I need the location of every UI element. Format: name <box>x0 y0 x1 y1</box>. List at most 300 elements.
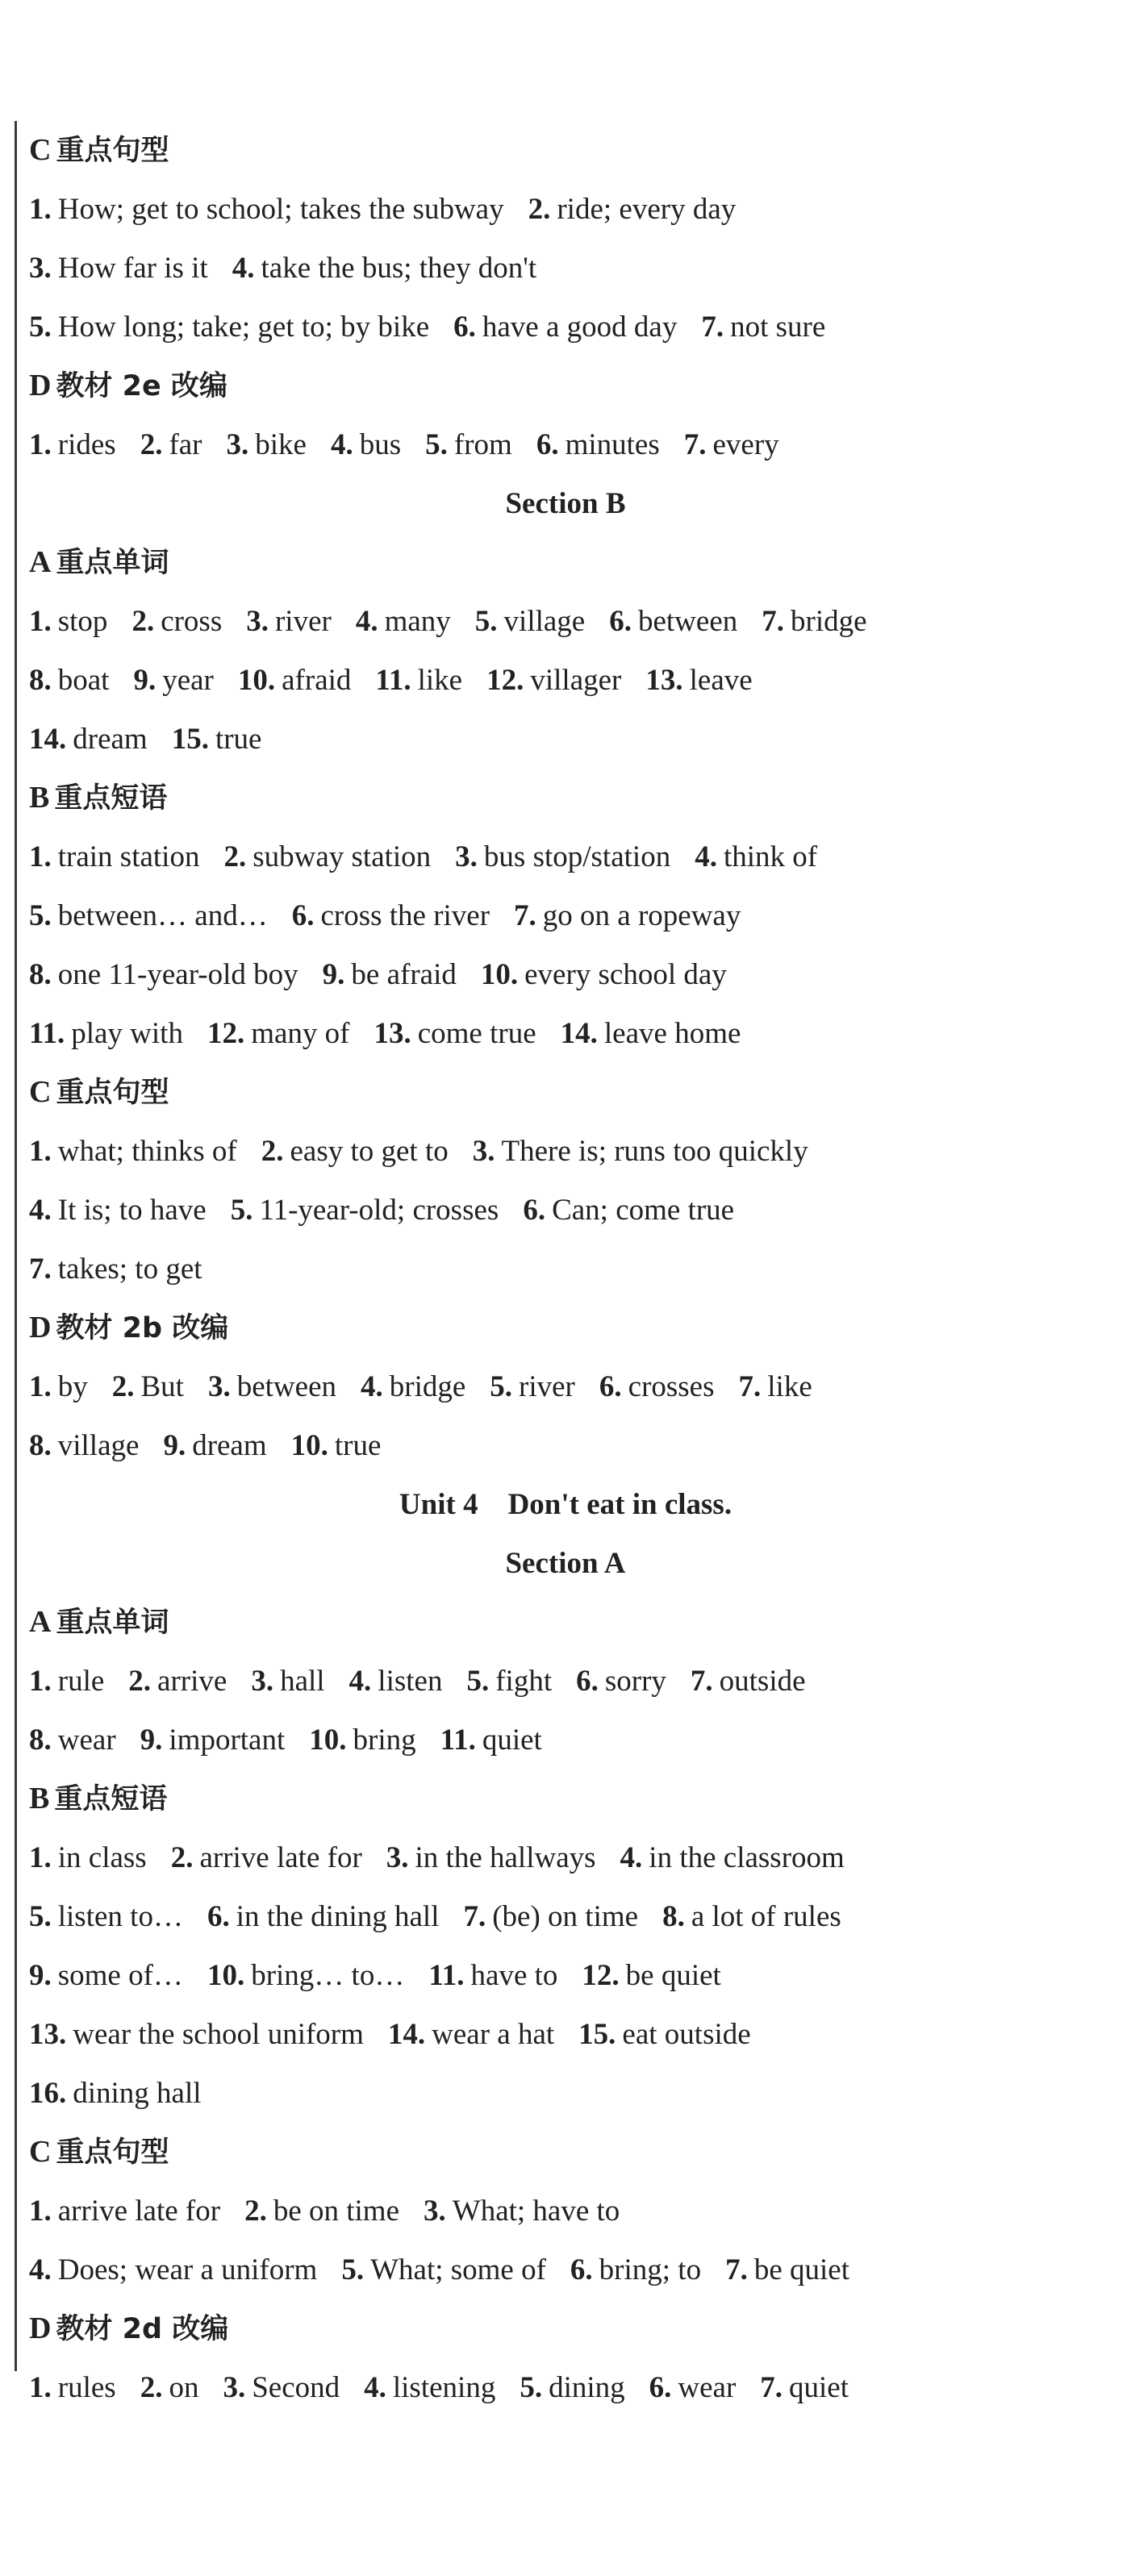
item-answer: cross the river <box>320 899 490 932</box>
item-answer: It is; to have <box>57 1194 207 1227</box>
answer-item <box>223 840 431 873</box>
item-number: 10. <box>480 958 519 991</box>
item-number: 9. <box>140 1724 163 1757</box>
item-answer: How long; take; get to; by bike <box>57 311 430 344</box>
answer-item <box>163 1429 266 1462</box>
item-number: 11. <box>428 1959 465 1992</box>
answer-item <box>578 2018 751 2051</box>
item-answer: be quiet <box>625 1959 721 1992</box>
item-answer: on <box>169 2371 199 2404</box>
section-heading <box>29 533 1102 592</box>
item-answer: There is; runs too quickly <box>501 1135 808 1168</box>
left-margin-rule <box>15 121 17 2371</box>
answer-line <box>29 710 1102 769</box>
item-answer: dream <box>73 723 148 756</box>
section-letter: D <box>29 2311 52 2345</box>
answer-line <box>29 1004 1102 1063</box>
item-answer: come true <box>417 1017 536 1050</box>
answer-item <box>455 840 670 873</box>
item-answer: boat <box>57 664 110 697</box>
answer-item <box>112 1370 184 1403</box>
item-answer: leave home <box>603 1017 741 1050</box>
answer-item <box>29 899 268 932</box>
answer-item <box>29 1900 183 1933</box>
item-answer: afraid <box>282 664 352 697</box>
item-answer: quiet <box>789 2371 849 2404</box>
item-answer: rule <box>57 1665 105 1698</box>
answer-line <box>29 827 1102 886</box>
item-answer: crosses <box>628 1370 715 1403</box>
answer-item <box>684 428 779 461</box>
item-answer: arrive late for <box>199 1841 362 1874</box>
section-heading <box>29 1063 1102 1122</box>
section-letter: A <box>29 545 52 579</box>
item-number: 10. <box>207 1959 245 1992</box>
answer-item <box>762 605 866 638</box>
answer-item <box>582 1959 720 1992</box>
section-letter: D <box>29 369 52 402</box>
item-answer: arrive <box>157 1665 227 1698</box>
item-number: 1. <box>29 1841 52 1874</box>
answer-item <box>356 605 451 638</box>
answer-item <box>466 1665 552 1698</box>
answer-line <box>29 298 1102 356</box>
item-number: 13. <box>374 1017 411 1050</box>
answer-item <box>691 1665 806 1698</box>
section-letter: D <box>29 1311 52 1344</box>
answer-item <box>244 2195 399 2228</box>
section-title: 重点句型 <box>56 1077 169 1109</box>
item-answer: takes; to get <box>57 1253 202 1286</box>
section-heading <box>29 356 1102 415</box>
section-heading <box>29 121 1102 180</box>
answer-item <box>140 2371 199 2404</box>
item-answer: fight <box>495 1665 553 1698</box>
item-answer: be on time <box>273 2195 400 2228</box>
answer-line <box>29 180 1102 239</box>
item-number: 8. <box>29 958 52 991</box>
answer-item <box>490 1370 575 1403</box>
item-number: 13. <box>645 664 683 697</box>
answer-item <box>695 840 817 873</box>
item-number: 7. <box>683 428 707 461</box>
answer-line <box>29 415 1102 474</box>
item-answer: go on a ropeway <box>542 899 741 932</box>
item-answer: eat outside <box>622 2018 751 2051</box>
answer-item <box>375 664 462 697</box>
answer-line <box>29 1946 1102 2005</box>
centered-title: Section A <box>505 1547 626 1580</box>
answer-item <box>140 428 202 461</box>
answer-item <box>207 1959 404 1992</box>
item-number: 2. <box>131 605 155 638</box>
answer-line <box>29 1887 1102 1946</box>
item-number: 3. <box>226 428 249 461</box>
answer-item <box>29 428 116 461</box>
item-number: 9. <box>133 664 157 697</box>
item-answer: cross <box>161 605 223 638</box>
centered-title: Section B <box>505 487 626 520</box>
item-number: 11. <box>29 1017 65 1050</box>
item-number: 6. <box>649 2371 672 2404</box>
item-number: 3. <box>246 605 269 638</box>
section-letter: C <box>29 2135 52 2169</box>
answer-item <box>473 1135 808 1168</box>
item-answer: 11-year-old; crosses <box>259 1194 499 1227</box>
item-answer: bridge <box>389 1370 466 1403</box>
item-answer: river <box>519 1370 575 1403</box>
item-answer: wear the school uniform <box>73 2018 364 2051</box>
answer-item <box>331 428 401 461</box>
item-number: 7. <box>29 1253 52 1286</box>
item-answer: play with <box>71 1017 183 1050</box>
answer-line <box>29 1652 1102 1711</box>
answer-item <box>536 428 660 461</box>
answer-item <box>261 1135 449 1168</box>
answer-item <box>463 1900 638 1933</box>
item-answer: dream <box>192 1429 267 1462</box>
answer-line <box>29 2358 1102 2417</box>
answer-item <box>514 899 741 932</box>
section-title: 重点句型 <box>56 2136 169 2169</box>
item-number: 14. <box>387 2018 426 2051</box>
centered-title: Unit 4 Don't eat in class. <box>399 1488 732 1521</box>
item-number: 9. <box>29 1959 52 1992</box>
answer-item <box>29 252 208 285</box>
item-number: 6. <box>523 1194 546 1227</box>
answer-item <box>131 605 222 638</box>
item-number: 15. <box>171 723 209 756</box>
answer-item <box>739 1370 812 1403</box>
section-heading <box>29 1298 1102 1357</box>
answer-line <box>29 592 1102 651</box>
item-answer: wear <box>678 2371 737 2404</box>
answer-item <box>486 664 621 697</box>
answer-item <box>128 1665 227 1698</box>
item-answer: listen <box>378 1665 443 1698</box>
answer-item <box>481 958 727 991</box>
item-answer: river <box>274 605 332 638</box>
answer-line <box>29 1181 1102 1240</box>
answer-item <box>576 1665 666 1698</box>
answer-item <box>227 428 307 461</box>
answer-item <box>386 1841 596 1874</box>
answer-item <box>453 311 677 344</box>
answer-item <box>172 723 262 756</box>
answer-item <box>523 1194 734 1227</box>
item-number: 2. <box>528 193 551 226</box>
item-answer: between <box>637 605 738 638</box>
item-answer: village <box>57 1429 140 1462</box>
item-number: 3. <box>386 1841 409 1874</box>
answer-item <box>29 1370 88 1403</box>
item-number: 13. <box>29 2018 67 2051</box>
answer-item <box>428 1959 557 1992</box>
item-number: 8. <box>29 664 52 697</box>
answer-item <box>238 664 352 697</box>
item-number: 14. <box>560 1017 598 1050</box>
answer-item <box>29 1959 183 1992</box>
answer-item <box>29 1253 202 1286</box>
item-number: 2. <box>244 2195 267 2228</box>
answer-item <box>232 252 536 285</box>
item-number: 3. <box>207 1370 231 1403</box>
item-answer: true <box>215 723 262 756</box>
item-number: 1. <box>29 1665 52 1698</box>
answer-item <box>561 1017 741 1050</box>
section-heading <box>29 2299 1102 2358</box>
item-answer: bike <box>255 428 307 461</box>
answer-item <box>528 193 737 226</box>
answer-item <box>349 1665 443 1698</box>
answer-item <box>620 1841 845 1874</box>
item-number: 2. <box>111 1370 135 1403</box>
item-number: 2. <box>128 1665 152 1698</box>
item-number: 11. <box>375 664 411 697</box>
item-number: 3. <box>472 1135 495 1168</box>
item-number: 5. <box>474 605 498 638</box>
answer-item <box>649 2371 737 2404</box>
item-answer: bring <box>353 1724 416 1757</box>
item-answer: minutes <box>565 428 660 461</box>
item-number: 7. <box>738 1370 762 1403</box>
item-answer: bus <box>359 428 402 461</box>
answer-item <box>662 1900 841 1933</box>
item-number: 8. <box>29 1724 52 1757</box>
item-number: 6. <box>609 605 632 638</box>
item-number: 15. <box>578 2018 616 2051</box>
answer-item <box>207 1017 350 1050</box>
item-answer: What; some of <box>370 2253 546 2286</box>
item-number: 4. <box>330 428 353 461</box>
item-number: 10. <box>290 1429 328 1462</box>
item-answer: far <box>169 428 202 461</box>
item-answer: bus stop/station <box>483 840 671 873</box>
item-answer: like <box>417 664 463 697</box>
section-letter: C <box>29 133 52 167</box>
item-number: 6. <box>291 899 315 932</box>
item-number: 7. <box>690 1665 713 1698</box>
item-number: 7. <box>463 1900 486 1933</box>
section-title: 教材 2d 改编 <box>56 2313 229 2345</box>
item-number: 7. <box>701 311 724 344</box>
item-answer: take the bus; they don't <box>261 252 537 285</box>
item-answer: between <box>236 1370 336 1403</box>
item-answer: not sure <box>730 311 826 344</box>
answer-item <box>725 2253 849 2286</box>
item-number: 2. <box>140 2371 163 2404</box>
item-number: 4. <box>29 2253 52 2286</box>
answer-item <box>29 2253 317 2286</box>
item-number: 4. <box>620 1841 643 1874</box>
answer-item <box>133 664 213 697</box>
answer-line <box>29 1357 1102 1416</box>
item-number: 12. <box>207 1017 245 1050</box>
answer-item <box>291 1429 382 1462</box>
item-answer: from <box>453 428 512 461</box>
item-number: 7. <box>514 899 536 932</box>
answer-line <box>29 2240 1102 2299</box>
item-number: 3. <box>424 2195 446 2228</box>
answer-item <box>231 1194 499 1227</box>
item-number: 4. <box>355 605 378 638</box>
item-number: 8. <box>662 1900 685 1933</box>
item-answer: arrive late for <box>57 2195 221 2228</box>
item-answer: How far is it <box>57 252 208 285</box>
answer-item <box>29 311 429 344</box>
answer-item <box>29 1017 183 1050</box>
item-answer: rides <box>57 428 116 461</box>
answer-item <box>341 2253 546 2286</box>
item-number: 5. <box>29 311 52 344</box>
item-answer: village <box>503 605 586 638</box>
item-number: 1. <box>29 428 52 461</box>
item-answer: wear <box>57 1724 116 1757</box>
answer-item <box>223 2371 340 2404</box>
item-number: 5. <box>29 899 52 932</box>
item-answer: listen to… <box>57 1900 183 1933</box>
item-number: 6. <box>576 1665 599 1698</box>
answer-item <box>29 2018 364 2051</box>
item-number: 4. <box>29 1194 52 1227</box>
answer-item <box>364 2371 495 2404</box>
item-answer: stop <box>57 605 108 638</box>
item-number: 1. <box>29 1135 52 1168</box>
answer-item <box>599 1370 715 1403</box>
item-number: 5. <box>490 1370 513 1403</box>
item-number: 2. <box>261 1135 284 1168</box>
item-answer: quiet <box>482 1724 542 1757</box>
item-number: 9. <box>322 958 345 991</box>
answer-item <box>29 605 107 638</box>
answer-line <box>29 945 1102 1004</box>
item-answer: think of <box>723 840 818 873</box>
answer-line <box>29 1711 1102 1769</box>
item-number: 7. <box>725 2253 748 2286</box>
item-answer: wear a hat <box>432 2018 555 2051</box>
item-number: 6. <box>570 2253 593 2286</box>
answer-item <box>701 311 825 344</box>
section-letter: A <box>29 1605 52 1639</box>
section-heading <box>29 1769 1102 1828</box>
section-letter: C <box>29 1075 52 1109</box>
item-number: 3. <box>29 252 52 285</box>
item-number: 1. <box>29 193 52 226</box>
item-number: 6. <box>599 1370 622 1403</box>
item-answer: bring; to <box>599 2253 702 2286</box>
item-answer: in the hallways <box>415 1841 596 1874</box>
answer-item <box>140 1724 286 1757</box>
item-answer: How; get to school; takes the subway <box>57 193 504 226</box>
answer-item <box>29 840 199 873</box>
section-title: 重点单词 <box>56 1607 169 1639</box>
item-answer: by <box>57 1370 88 1403</box>
item-number: 1. <box>29 2195 52 2228</box>
section-title: 重点句型 <box>56 135 169 167</box>
answer-item <box>208 1370 336 1403</box>
item-answer: year <box>162 664 214 697</box>
answer-line <box>29 1240 1102 1298</box>
item-number: 4. <box>232 252 255 285</box>
item-number: 1. <box>29 605 52 638</box>
item-answer: a lot of rules <box>691 1900 841 1933</box>
item-answer: many of <box>251 1017 350 1050</box>
item-answer: hall <box>280 1665 325 1698</box>
answer-item <box>29 958 298 991</box>
answer-line <box>29 239 1102 298</box>
answer-item <box>361 1370 465 1403</box>
answer-line <box>29 2005 1102 2064</box>
answer-item <box>323 958 457 991</box>
item-number: 3. <box>251 1665 274 1698</box>
answer-item <box>29 1841 147 1874</box>
item-number: 5. <box>29 1900 52 1933</box>
answer-item <box>520 2371 624 2404</box>
item-answer: true <box>334 1429 382 1462</box>
item-answer: listening <box>392 2371 496 2404</box>
answer-line <box>29 651 1102 710</box>
item-answer: villager <box>530 664 622 697</box>
item-answer: in class <box>57 1841 147 1874</box>
item-answer: ride; every day <box>557 193 737 226</box>
section-title: 重点短语 <box>54 782 168 815</box>
answer-item <box>29 1135 237 1168</box>
item-number: 9. <box>163 1429 186 1462</box>
item-answer: every school day <box>524 958 727 991</box>
answer-line <box>29 2182 1102 2240</box>
item-answer: Does; wear a uniform <box>57 2253 318 2286</box>
answer-item <box>440 1724 542 1757</box>
answer-item <box>207 1900 440 1933</box>
answer-item <box>29 664 109 697</box>
item-number: 3. <box>455 840 478 873</box>
answer-item <box>29 193 504 226</box>
item-number: 4. <box>348 1665 372 1698</box>
item-answer: one 11-year-old boy <box>57 958 298 991</box>
item-answer: have to <box>470 1959 558 1992</box>
answer-item <box>388 2018 554 2051</box>
answer-item <box>609 605 737 638</box>
item-answer: train station <box>57 840 200 873</box>
answer-item <box>292 899 490 932</box>
item-answer: What; have to <box>452 2195 620 2228</box>
answer-key-page <box>29 121 1102 2417</box>
item-number: 11. <box>440 1724 476 1757</box>
item-number: 16. <box>29 2077 67 2110</box>
answer-item <box>29 1724 116 1757</box>
answer-item <box>475 605 585 638</box>
item-number: 7. <box>760 2371 783 2404</box>
answer-item <box>29 2195 220 2228</box>
item-answer: important <box>169 1724 286 1757</box>
section-letter: B <box>29 781 50 815</box>
item-number: 5. <box>341 2253 365 2286</box>
item-number: 1. <box>29 2371 52 2404</box>
item-answer: many <box>384 605 451 638</box>
item-number: 2. <box>140 428 163 461</box>
item-answer: be afraid <box>351 958 457 991</box>
item-answer: Second <box>252 2371 340 2404</box>
item-answer: like <box>767 1370 812 1403</box>
item-answer: easy to get to <box>290 1135 449 1168</box>
item-answer: Can; come true <box>552 1194 735 1227</box>
answer-item <box>424 2195 620 2228</box>
item-number: 5. <box>425 428 448 461</box>
item-answer: have a good day <box>482 311 678 344</box>
section-title: 教材 2e 改编 <box>56 370 227 402</box>
answer-item <box>374 1017 536 1050</box>
item-number: 3. <box>223 2371 246 2404</box>
